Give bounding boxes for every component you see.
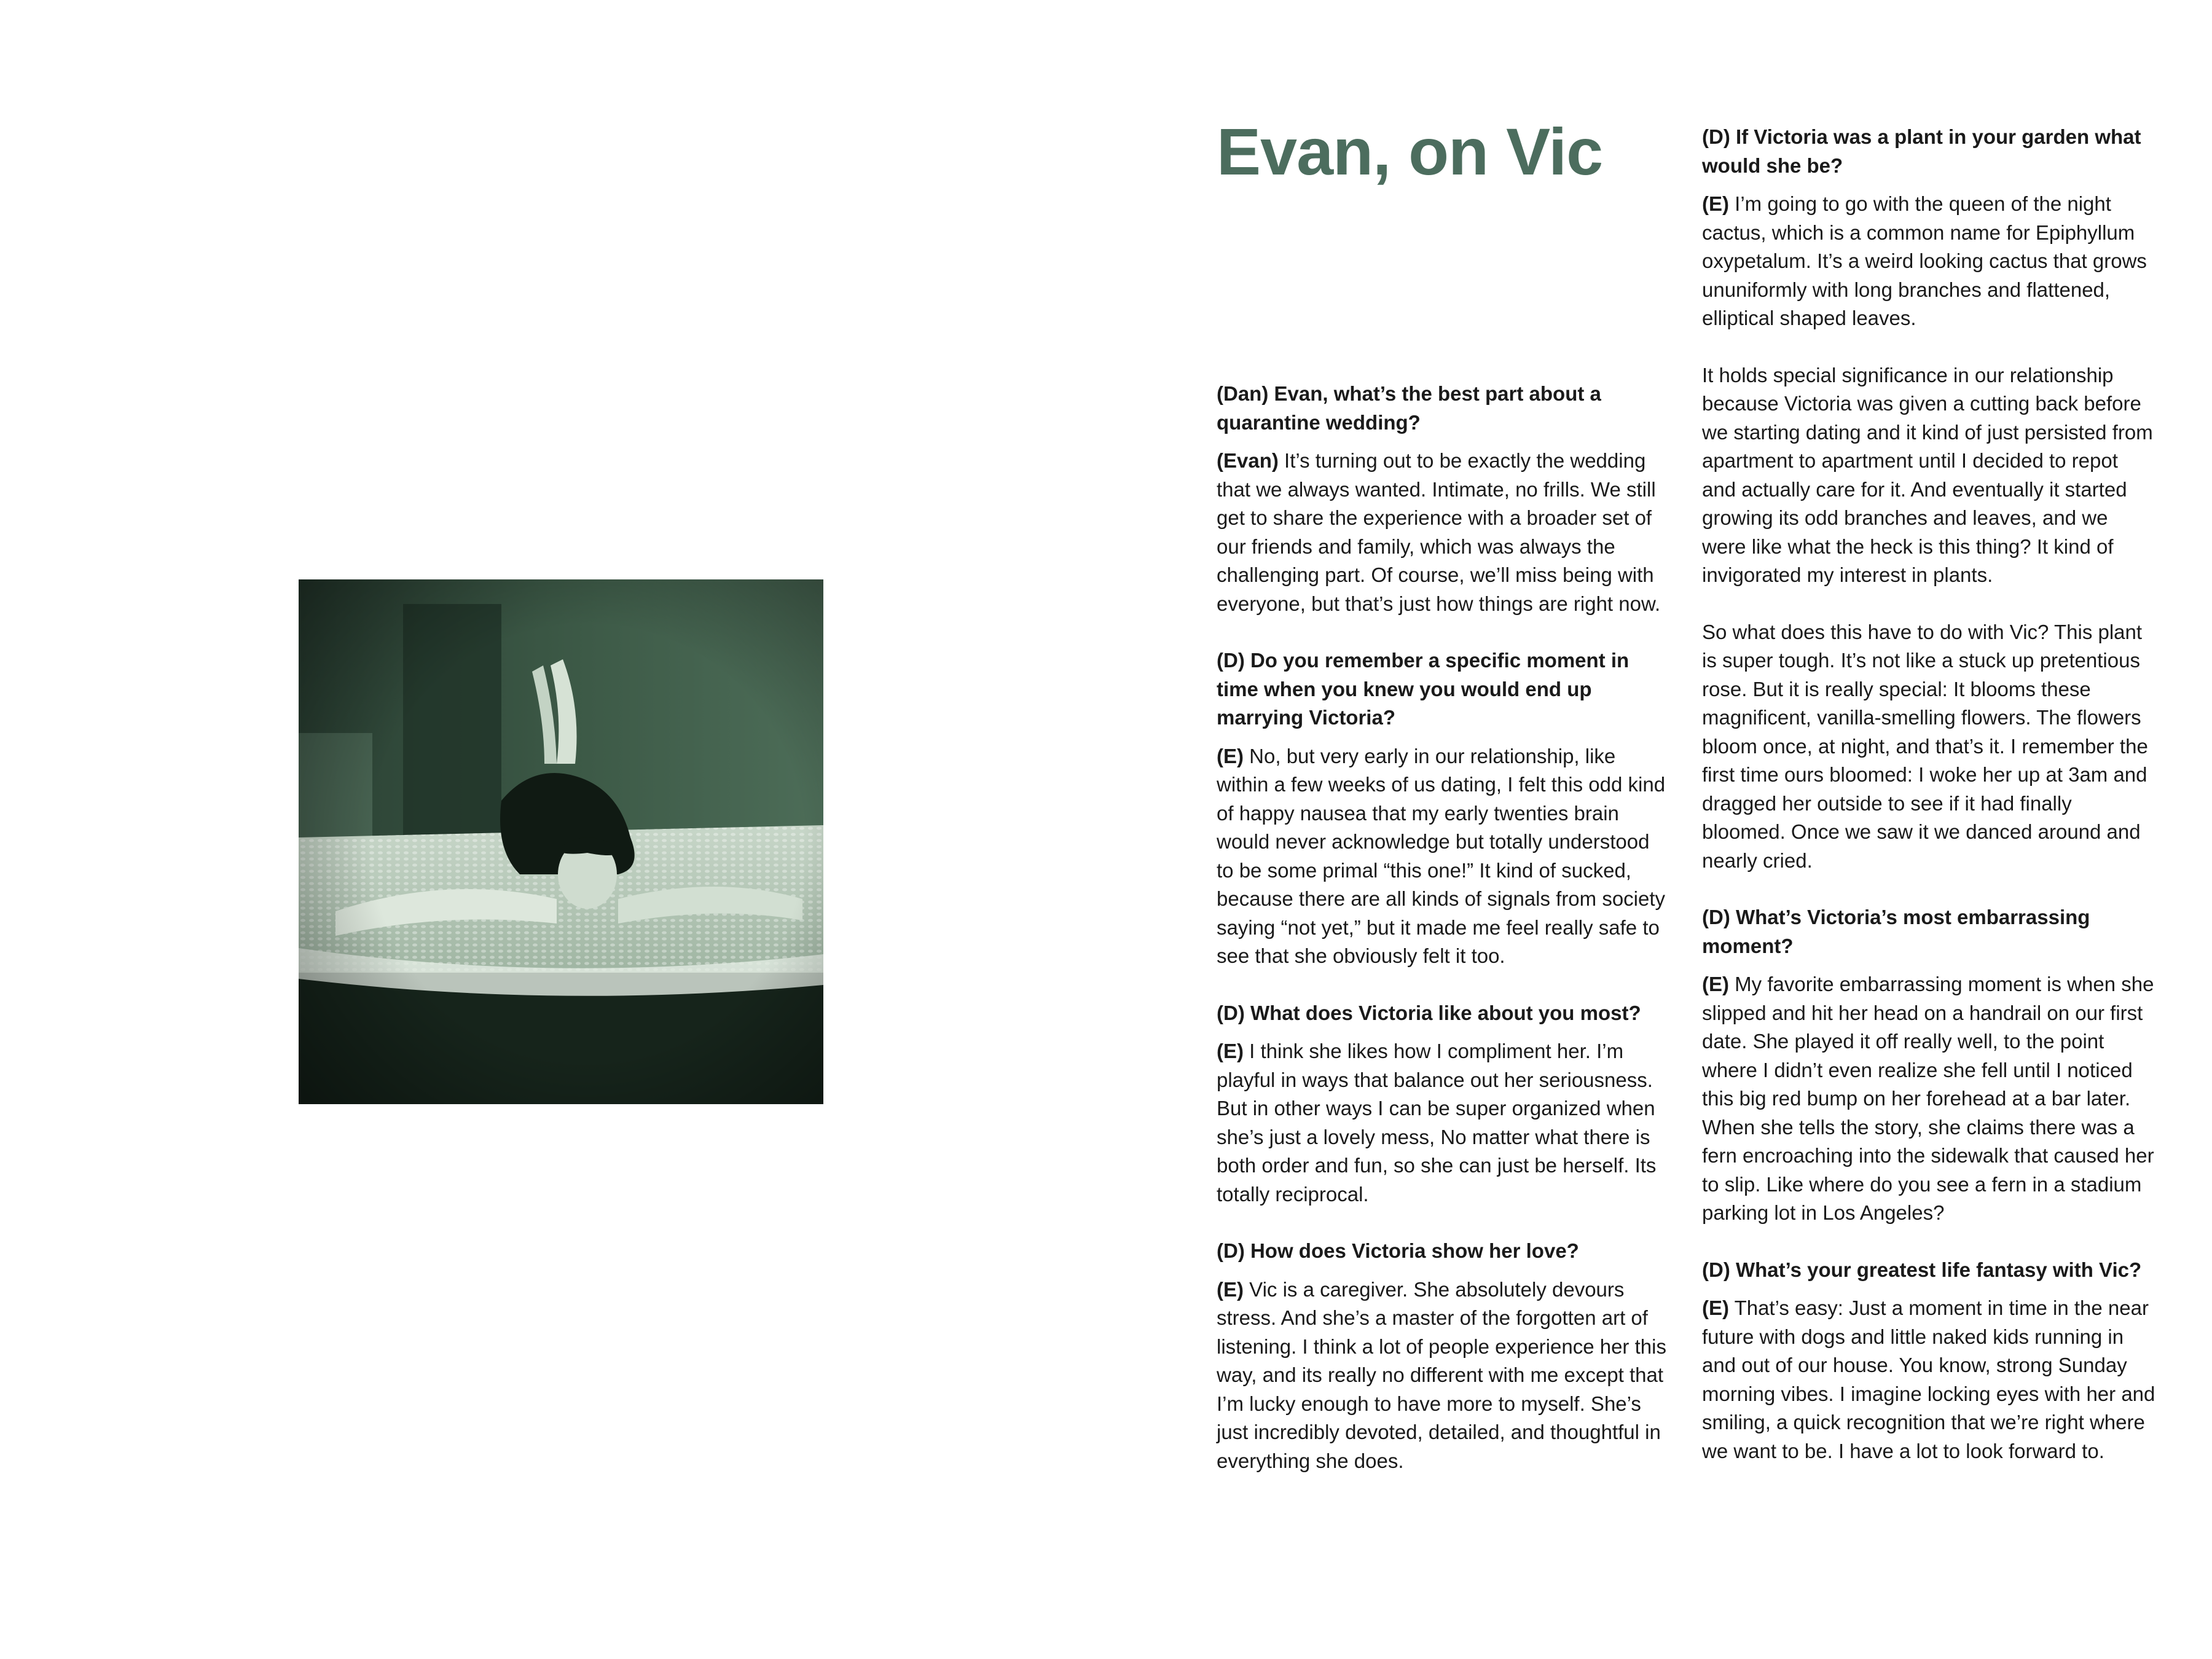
- answer-paragraph: [1217, 447, 1671, 618]
- speaker-tag: (E): [1702, 1296, 1729, 1319]
- qa-item: [1217, 1237, 1671, 1475]
- answer-paragraph: [1702, 1294, 2157, 1465]
- question: (D) How does Victoria show her love?: [1217, 1239, 1579, 1262]
- answer: [1217, 1037, 1671, 1209]
- qa-item: [1217, 646, 1671, 971]
- interview-column-right: [1702, 123, 2157, 1494]
- answer-text: My favorite embarrassing moment is when she slipped and hit her head on a handrail on our first date. She played it off really well, to the point where I didn’t even realize she fell until I noticed this big red bump on her forehead at a bar later. When she tells the story, she claims there was a fern encroaching into the sidewalk that caused her to slip. Like where do you see a fern in a stadium parking lot in Los Angeles?: [1702, 973, 2154, 1224]
- photo-illustration: [299, 579, 823, 1104]
- qa-item: [1702, 903, 2157, 1228]
- answer: [1217, 1276, 1671, 1476]
- speaker-tag: (E): [1217, 1040, 1244, 1062]
- answer-paragraph: So what does this have to do with Vic? This plant is super tough. It’s not like a stuck up pretentious rose. But it is really special: It blooms these magnificent, vanilla-smelling flowers. The flowers bloom once, at night, and that’s it. I remember the first time ours bloomed: I woke her up at 3am and dragged her outside to see if it had finally bloomed. Once we saw it we danced around and nearly cried.: [1702, 620, 2148, 872]
- answer: [1217, 447, 1671, 618]
- answer-paragraph: [1702, 190, 2157, 333]
- speaker-tag: (E): [1702, 973, 1729, 995]
- question: (Dan) Evan, what’s the best part about a quarantine wedding?: [1217, 382, 1601, 434]
- answer: [1702, 1294, 2157, 1465]
- answer: [1702, 190, 2157, 875]
- answer-paragraph: [1217, 1037, 1671, 1209]
- photo-woman-on-bed: [299, 579, 823, 1104]
- answer: [1702, 970, 2157, 1228]
- answer-paragraph: It holds special significance in our relationship because Victoria was given a cutting back before we starting dating and it kind of just persisted from apartment to apartment until I decided to repot and actually care for it. And eventually it started growing its odd branches and leaves, and we were like what the heck is this thing? It kind of invigorated my interest in plants.: [1702, 363, 2153, 586]
- answer-text: It’s turning out to be exactly the wedding that we always wanted. Intimate, no frills. We still get to share the experience with a broader set of our friends and family, which was always the challenging part. Of course, we’ll miss being with everyone, but that’s just how things are right now.: [1217, 449, 1661, 615]
- qa-item: [1217, 999, 1671, 1209]
- answer-text: Vic is a caregiver. She absolutely devours stress. And she’s a master of the forgotten art of listening. I think a lot of people experience her this way, and its really no different with me except that I’m lucky enough to have more to myself. She’s just incredibly devoted, detailed, and thoughtful in everything she does.: [1217, 1277, 1666, 1472]
- question: (D) If Victoria was a plant in your garden what would she be?: [1702, 125, 2141, 177]
- speaker-tag: (Evan): [1217, 449, 1279, 472]
- qa-item: [1702, 123, 2157, 875]
- answer-text: No, but very early in our relationship, like within a few weeks of us dating, I felt this odd kind of happy nausea that my early twenties brain would never acknowledge but totally understood to be some primal “this one!” It kind of sucked, because there are all kinds of signals from society saying “not yet,” but it made me feel really safe to see that she obviously felt it too.: [1217, 744, 1666, 967]
- question: (D) Do you remember a specific moment in time when you knew you would end up marrying Victoria?: [1217, 649, 1630, 729]
- speaker-tag: (E): [1702, 192, 1729, 215]
- answer-text: I think she likes how I compliment her. I’m playful in ways that balance out her seriousness. But in other ways I can be super organized when she’s just a lovely mess, No matter what there is both order and fun, so she can just be herself. Its totally reciprocal.: [1217, 1040, 1657, 1206]
- answer-text: I’m going to go with the queen of the night cactus, which is a common name for Epiphyllum oxypetalum. It’s a weird looking cactus that grows ununiformly with long branches and flattened, elliptical shaped leaves.: [1702, 192, 2147, 329]
- question: (D) What’s your greatest life fantasy with Vic?: [1702, 1258, 2142, 1281]
- speaker-tag: (E): [1217, 1277, 1244, 1301]
- question: (D) What’s Victoria’s most embarrassing moment?: [1702, 906, 2090, 957]
- page-title: Evan, on Vic: [1217, 114, 1603, 189]
- answer-text: That’s easy: Just a moment in time in the near future with dogs and little naked kids running in and out of our house. You know, strong Sunday morning vibes. I imagine locking eyes with her and smiling, a quick recognition that we’re right where we want to be. I have a lot to look forward to.: [1702, 1296, 2155, 1462]
- interview-column-left: [1217, 380, 1671, 1504]
- qa-item: [1217, 380, 1671, 618]
- answer-paragraph: [1217, 1276, 1671, 1476]
- qa-item: [1702, 1256, 2157, 1466]
- question: (D) What does Victoria like about you most?: [1217, 1001, 1641, 1024]
- answer: [1217, 742, 1671, 971]
- answer-paragraph: [1702, 970, 2157, 1228]
- answer-paragraph: [1217, 742, 1671, 971]
- speaker-tag: (E): [1217, 744, 1244, 767]
